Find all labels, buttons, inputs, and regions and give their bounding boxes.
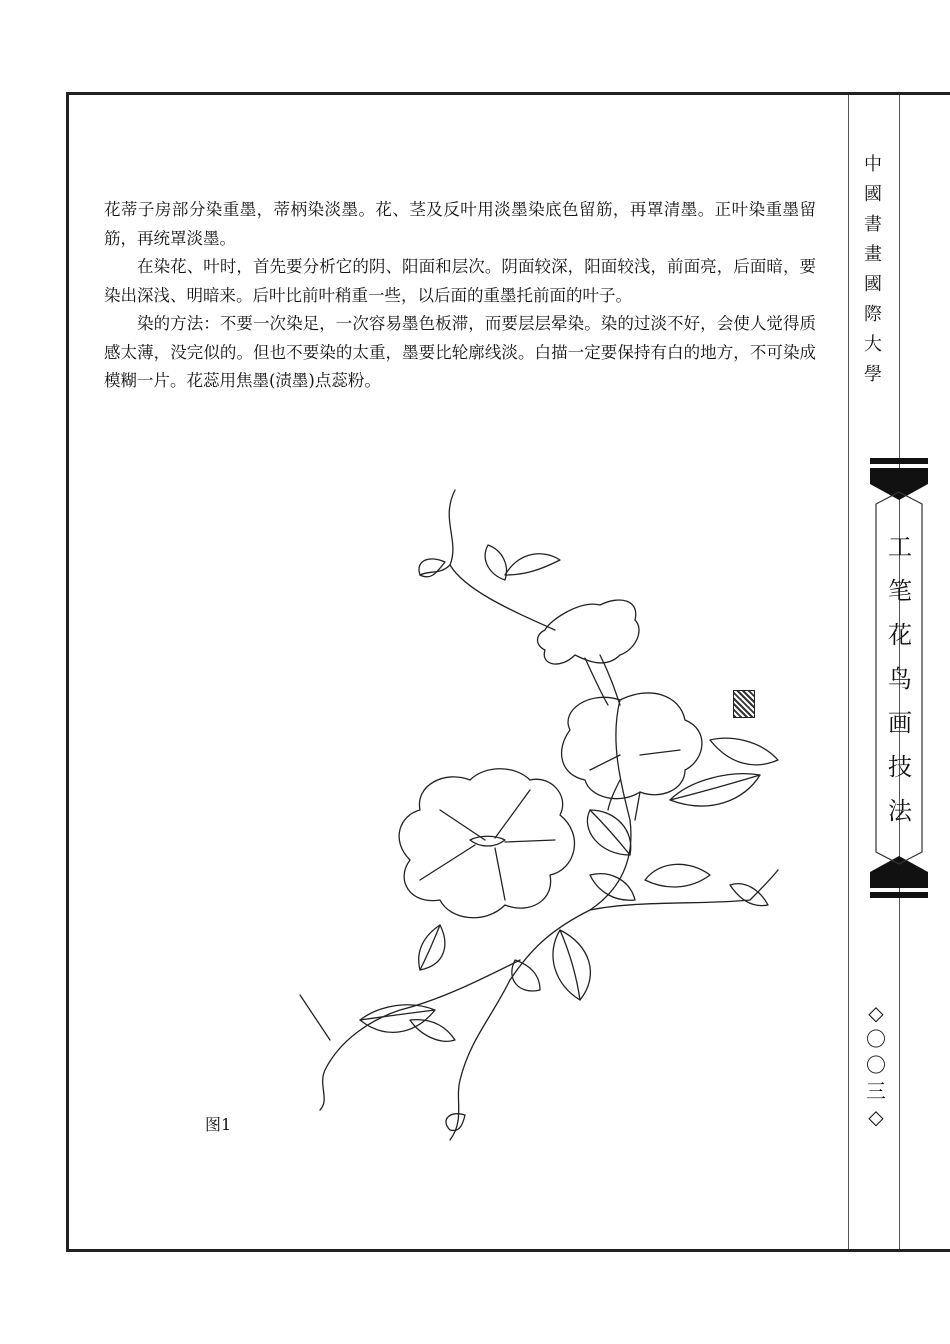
school-char: 國 (864, 184, 882, 205)
title-char: 笔 (888, 577, 912, 605)
page-char: ◇ (868, 1001, 884, 1025)
page-number-vertical (852, 1000, 900, 1130)
school-char: 中 (864, 154, 882, 175)
book-title-vertical (875, 525, 925, 833)
paragraph-3: 染的方法：不要一次染足，一次容易墨色板滞，而要层层晕染。染的过淡不好，会使人觉得质感太薄，没完似的。但也不要染的太重，墨要比轮廓线淡。白描一定要保持有白的地方，不可染成模糊一片。花蕊用焦墨(渍墨)点蕊粉。 (104, 314, 816, 390)
school-char: 畫 (864, 244, 882, 265)
paragraph-2: 在染花、叶时，首先要分析它的阴、阳面和层次。阴面较深，阳面较浅，前面亮，后面暗，要染出深浅、明暗来。后叶比前叶稍重一些，以后面的重墨托前面的叶子。 (104, 257, 816, 305)
page-char: ◇ (868, 1105, 884, 1129)
figure-caption: 图1 (205, 1115, 232, 1134)
body-text (104, 196, 816, 396)
title-char: 法 (888, 797, 912, 825)
school-char: 書 (864, 214, 882, 235)
title-char: 画 (888, 709, 912, 737)
school-char: 學 (864, 364, 882, 385)
artist-seal (733, 690, 755, 718)
school-char: 大 (864, 334, 882, 355)
school-char: 際 (864, 304, 882, 325)
title-char: 花 (888, 621, 912, 649)
plate-bar-bottom (870, 892, 928, 898)
page-char: 〇 (866, 1053, 886, 1077)
paragraph-1: 花蒂子房部分染重墨，蒂柄染淡墨。花、茎及反叶用淡墨染底色留筋，再罩清墨。正叶染重墨留筋，再统罩淡墨。 (104, 200, 816, 248)
plate-bar-top (870, 458, 928, 464)
page-char: 〇 (866, 1027, 886, 1051)
school-name-vertical (849, 150, 897, 390)
school-char: 國 (864, 274, 882, 295)
morning-glory-illustration (290, 480, 790, 1150)
title-char: 鸟 (888, 665, 912, 693)
page-char: 三 (866, 1079, 886, 1103)
title-char: 技 (888, 753, 912, 781)
title-char: 工 (888, 533, 912, 561)
